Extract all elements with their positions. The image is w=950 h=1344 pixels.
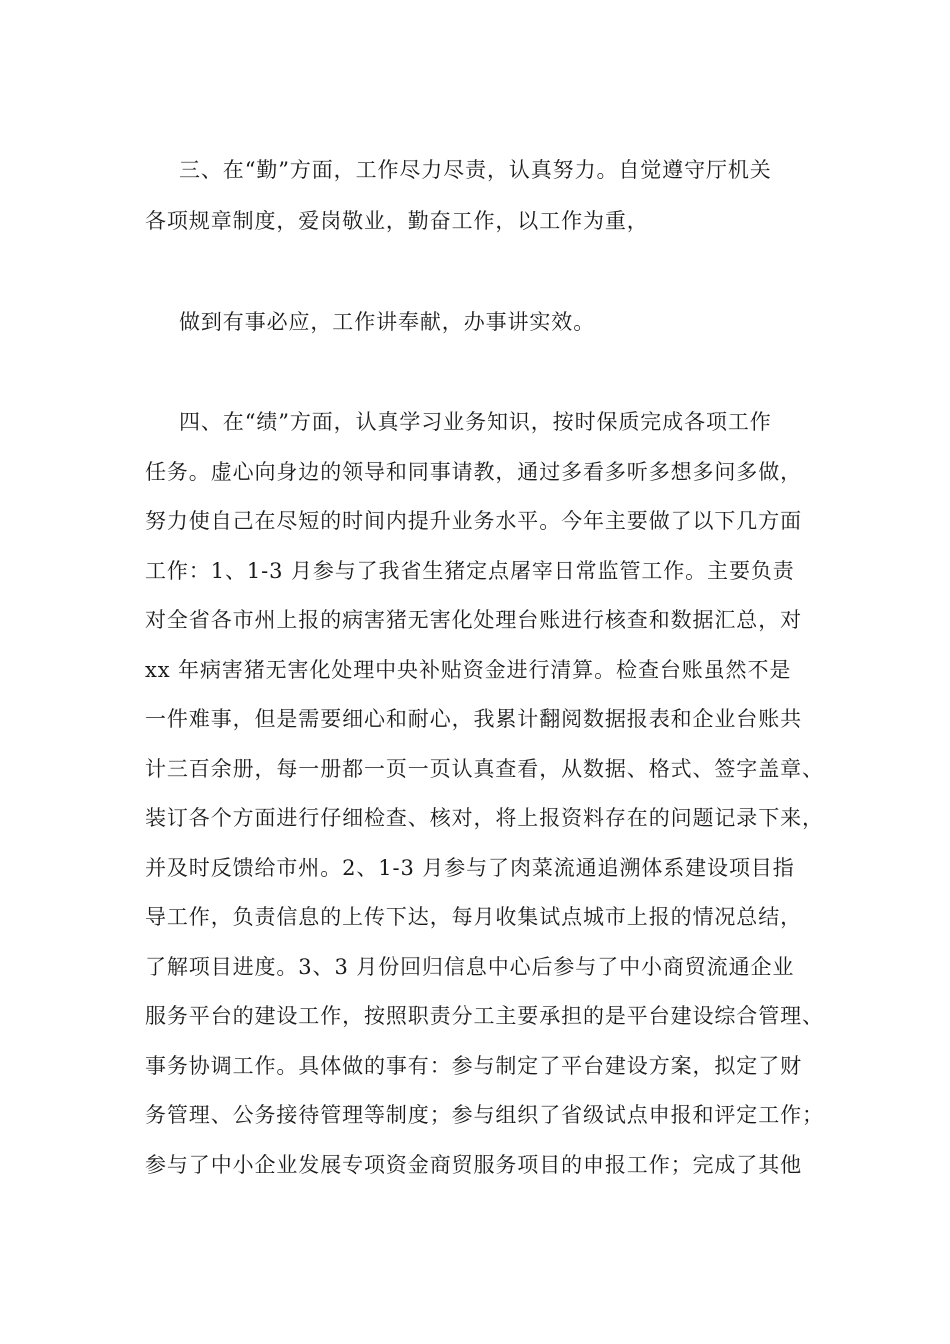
paragraph-4-line-5: 对全省各市州上报的病害猪无害化处理台账进行核查和数据汇总，对 bbox=[145, 608, 802, 632]
paragraph-4-line-9: 装订各个方面进行仔细检查、核对，将上报资料存在的问题记录下来， bbox=[145, 806, 824, 830]
paragraph-3b-line-1: 做到有事必应，工作讲奉献，办事讲实效。 bbox=[179, 310, 596, 334]
paragraph-4-line-11: 导工作，负责信息的上传下达，每月收集试点城市上报的情况总结， bbox=[145, 905, 802, 929]
paragraph-3-line-2: 各项规章制度，爱岗敬业，勤奋工作，以工作为重， bbox=[145, 209, 649, 233]
paragraph-4-line-13: 服务平台的建设工作，按照职责分工主要承担的是平台建设综合管理、 bbox=[145, 1004, 824, 1028]
paragraph-4-line-6: xx 年病害猪无害化处理中央补贴资金进行清算。检查台账虽然不是 bbox=[145, 658, 792, 682]
paragraph-4-line-15: 务管理、公务接待管理等制度；参与组织了省级试点申报和评定工作； bbox=[145, 1103, 824, 1127]
paragraph-4-line-10: 并及时反馈给市州。2、1-3 月参与了肉菜流通追溯体系建设项目指 bbox=[145, 856, 795, 880]
paragraph-4-line-8: 计三百余册，每一册都一页一页认真查看，从数据、格式、签字盖章、 bbox=[145, 757, 824, 781]
paragraph-4-line-4: 工作：1、1-3 月参与了我省生猪定点屠宰日常监管工作。主要负责 bbox=[145, 559, 795, 583]
paragraph-4-line-16: 参与了中小企业发展专项资金商贸服务项目的申报工作；完成了其他 bbox=[145, 1153, 802, 1177]
paragraph-4-line-7: 一件难事，但是需要细心和耐心，我累计翻阅数据报表和企业台账共 bbox=[145, 707, 802, 731]
paragraph-4-line-12: 了解项目进度。3、3 月份回归信息中心后参与了中小商贸流通企业 bbox=[145, 955, 795, 979]
paragraph-3-line-1: 三、在“勤”方面，工作尽力尽责，认真努力。自觉遵守厅机关 bbox=[179, 158, 772, 182]
paragraph-4-line-1: 四、在“绩”方面，认真学习业务知识，按时保质完成各项工作 bbox=[179, 410, 772, 434]
paragraph-4-line-14: 事务协调工作。具体做的事有：参与制定了平台建设方案，拟定了财 bbox=[145, 1054, 802, 1078]
paragraph-4-line-2: 任务。虚心向身边的领导和同事请教，通过多看多听多想多问多做， bbox=[145, 460, 802, 484]
paragraph-4-line-3: 努力使自己在尽短的时间内提升业务水平。今年主要做了以下几方面 bbox=[145, 509, 802, 533]
